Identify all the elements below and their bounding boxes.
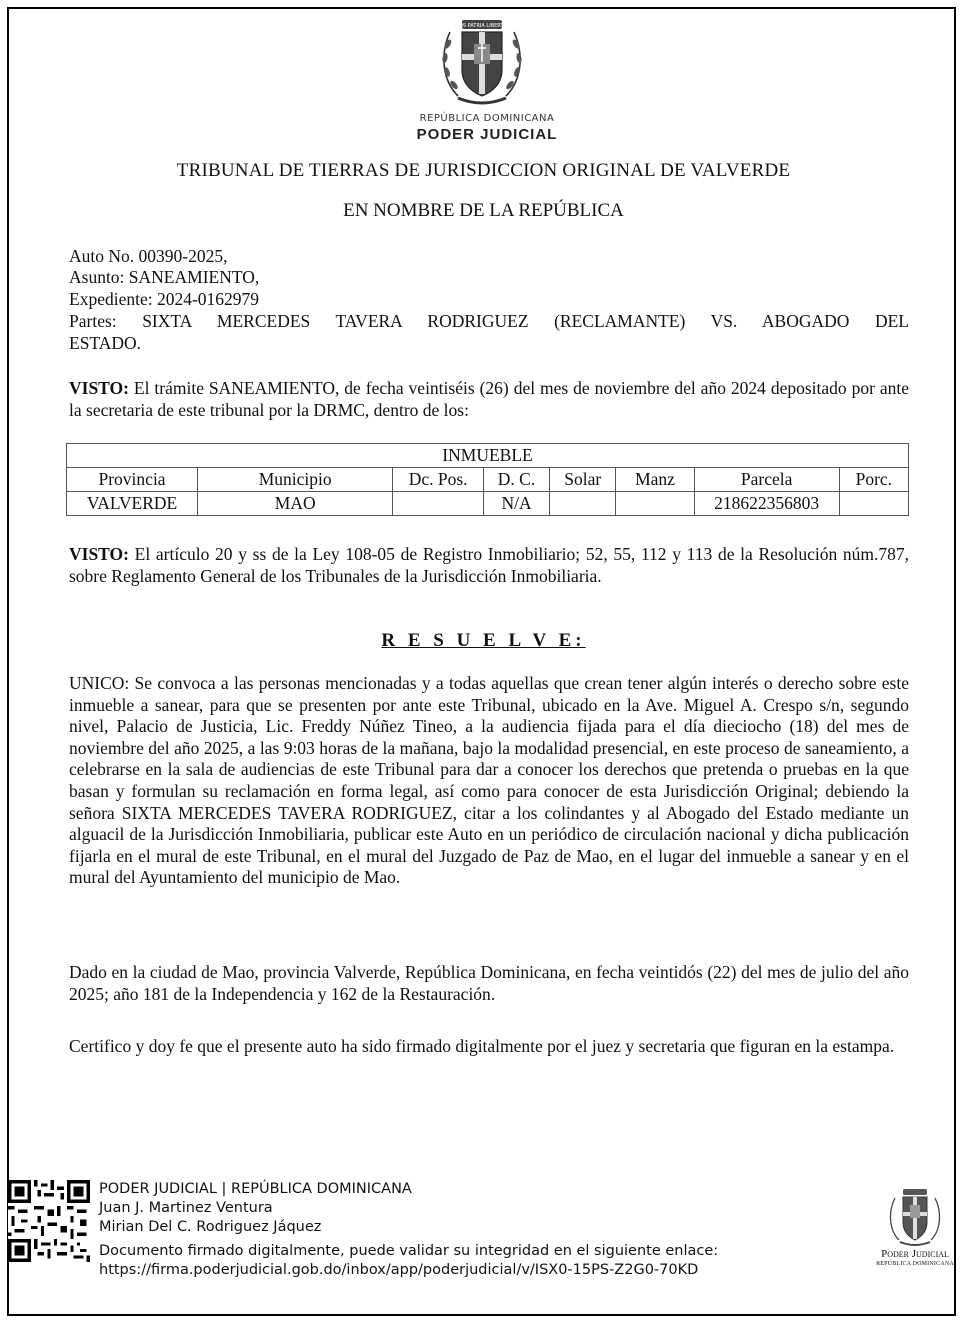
- col-provincia: Provincia: [67, 468, 198, 492]
- footer-brand: Poder Judicial: [881, 1248, 949, 1260]
- table-header-row: [67, 468, 909, 492]
- visto-label: VISTO:: [69, 378, 129, 398]
- coat-of-arms-logo: [436, 14, 528, 110]
- cell-dc-pos: [393, 492, 484, 516]
- cell-municipio: MAO: [198, 492, 393, 516]
- col-dc-pos: Dc. Pos.: [393, 468, 484, 492]
- cell-parcela: 218622356803: [694, 492, 839, 516]
- col-manz: Manz: [616, 468, 694, 492]
- col-parcela: Parcela: [694, 468, 839, 492]
- partes-line2: ESTADO.: [69, 333, 141, 353]
- coat-of-arms-small-logo: [886, 1186, 944, 1248]
- auto-number: Auto No. 00390-2025,: [69, 246, 228, 266]
- dado-paragraph: Dado en la ciudad de Mao, provincia Valverde, República Dominicana, en fecha veintidós (22) del mes de julio del año 2025; año 181 de la Independencia y 162 de la Restauración.: [69, 962, 909, 1004]
- visto-paragraph-2: [69, 544, 909, 587]
- cell-dc: N/A: [483, 492, 549, 516]
- cell-porc: [839, 492, 908, 516]
- visto-text: El trámite SANEAMIENTO, de fecha veintiséis (26) del mes de noviembre del año 2024 depositado por ante la secretaria de este tribunal por la DRMC, dentro de los:: [69, 378, 909, 420]
- resuelve-heading: R E S U E L V E:: [381, 630, 586, 651]
- svg-text:DIOS PATRIA LIBERTAD: DIOS PATRIA LIBERTAD: [453, 23, 511, 29]
- partes-line1: Partes: SIXTA MERCEDES TAVERA RODRIGUEZ (RECLAMANTE) VS. ABOGADO DEL: [69, 311, 909, 331]
- cell-solar: [550, 492, 616, 516]
- inmueble-title: INMUEBLE: [67, 444, 909, 468]
- col-porc: Porc.: [839, 468, 908, 492]
- visto-paragraph-1: [69, 378, 909, 421]
- visto-text: El artículo 20 y ss de la Ley 108-05 de Registro Inmobiliario; 52, 55, 112 y 113 de la Resolución núm.787, sobre Reglamento General de los Tribunales de la Jurisdicción Inmobiliaria.: [69, 544, 909, 586]
- expediente: Expediente: 2024-0162979: [69, 289, 260, 309]
- footer-validation-link[interactable]: https://firma.poderjudicial.gob.do/inbox/app/poderjudicial/v/ISX0-15PS-Z2G0-70KD: [99, 1262, 699, 1278]
- unico-paragraph: UNICO: Se convoca a las personas mencionadas y a todas aquellas que crean tener algún interés o derecho sobre este inmueble a sanear, para que se presenten por ante este Tribunal, ubicado en la Ave. Miguel A. Crespo s/n, segundo nivel, Palacio de Justicia, Lic. Freddy Núñez Tineo, a la audiencia fijada para el día dieciocho (18) del mes de noviembre del año 2025, a las 9:03 horas de la mañana, bajo la modalidad presencial, en este proceso de saneamiento, a celebrarse en la sala de audiencias de este Tribunal para dar a conocer los derechos que pretenda o pruebas en la que basan y formulan su reclamación en forma legal, así como para conocer de esta Jurisdicción Original; debiendo la señora SIXTA MERCEDES TAVERA RODRIGUEZ, citar a los colindantes y al Abogado del Estado mediante un alguacil de la Jurisdicción Inmobiliaria, publicar este Auto en un periódico de circulación nacional y dicha publicación fijarla en el mural de este Tribunal, en el mural del Juzgado de Paz de Mao, en el lugar del inmueble a sanear y en el mural del Ayuntamiento del municipio de Mao.: [69, 673, 909, 888]
- visto-label: VISTO:: [69, 544, 129, 564]
- cell-manz: [616, 492, 694, 516]
- cell-provincia: VALVERDE: [67, 492, 198, 516]
- court-title: TRIBUNAL DE TIERRAS DE JURISDICCION ORIGINAL DE VALVERDE: [176, 160, 791, 181]
- certifico-paragraph: Certifico y doy fe que el presente auto ha sido firmado digitalmente por el juez y secretaria que figuran en la estampa.: [69, 1036, 895, 1056]
- footer-judge: Juan J. Martinez Ventura: [99, 1200, 273, 1216]
- institution-label: PODER JUDICIAL: [416, 126, 558, 143]
- footer-brand-sub: REPÚBLICA DOMINICANA: [876, 1261, 954, 1267]
- inmueble-table: [66, 443, 909, 516]
- footer-secretary: Mirian Del C. Rodriguez Jáquez: [99, 1219, 322, 1235]
- qr-code[interactable]: [8, 1180, 90, 1262]
- col-dc: D. C.: [483, 468, 549, 492]
- col-solar: Solar: [550, 468, 616, 492]
- footer-institution: PODER JUDICIAL | REPÚBLICA DOMINICANA: [99, 1181, 412, 1197]
- asunto: Asunto: SANEAMIENTO,: [69, 267, 260, 287]
- invocation-title: EN NOMBRE DE LA REPÚBLICA: [343, 200, 624, 221]
- republic-label: REPÚBLICA DOMINICANA: [419, 113, 555, 124]
- table-row: [67, 492, 909, 516]
- footer-notice: Documento firmado digitalmente, puede validar su integridad en el siguiente enlace:: [99, 1243, 719, 1259]
- col-municipio: Municipio: [198, 468, 393, 492]
